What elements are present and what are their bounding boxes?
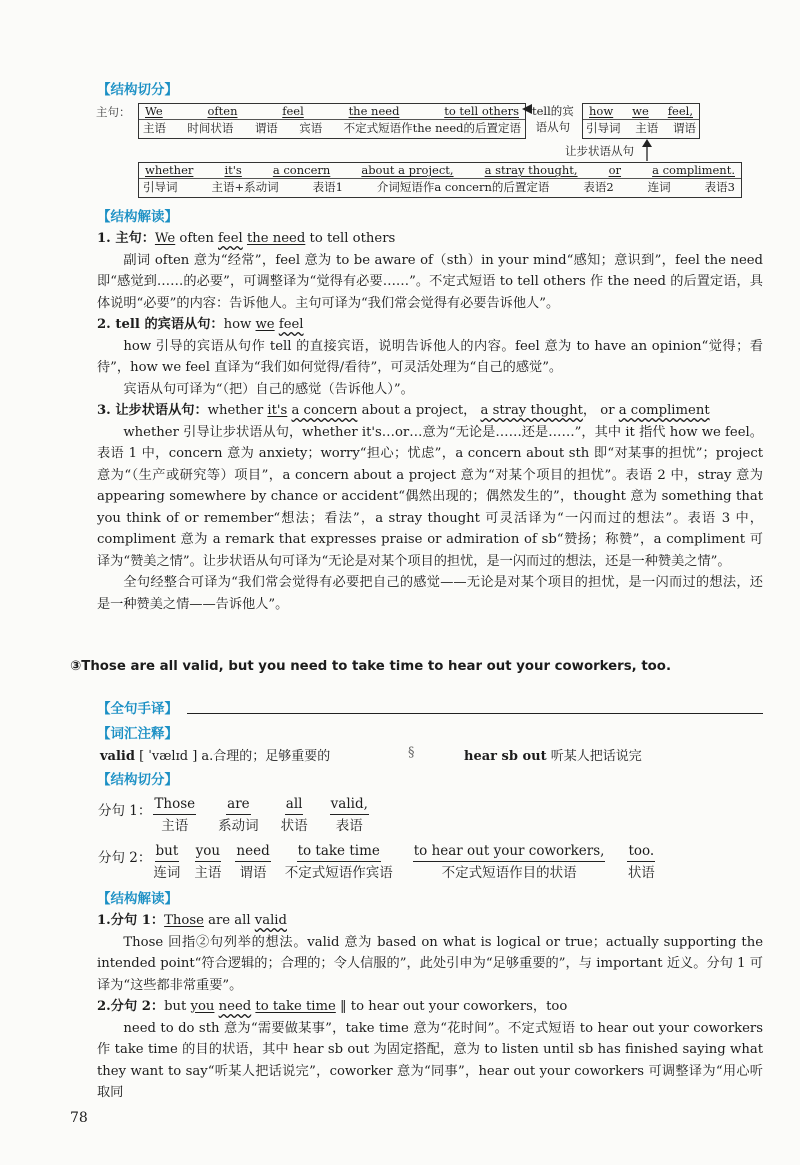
- conc-grammar: 表语2: [583, 180, 614, 194]
- analysis-3-word: or: [600, 403, 615, 418]
- analysis-3-text: whether 引导让步状语从句，whether it's…or…意为“无论是……还是……”，其中 it 指代 how we feel。表语 1 中，concern 意为 anxiety；worry“担心；忧虑”，a concern about sth 即“对某事的担忧”；project 意为“（生产或研究等）项目”，a concern about a project 意为“对某个项目的担忧”。表语 2 中，stray 意为 appearing somewhere by chance or accident“偶然出现的；偶然发生的”，thought 意为 something that you think of or remember“想法；看法”，a stray thought 可灵活译为“一闪而过的想法”。表语 3 中，compliment 意为 a remark that expresses praise or admiration of sb“赞扬；称赞”，a compliment 可译为“赞美之情”。让步状语从句可译为“无论是对某个项目的担忧，是一闪而过的想法，还是一种赞美之情”。: [97, 424, 763, 569]
- part-grammar: 状语: [280, 818, 308, 834]
- main-word: We: [145, 104, 163, 118]
- full-translation-text: 全句经整合可译为“我们常会觉得有必要把自己的感觉——无论是对某个项目的担忧，是一闪而过的想法，还是一种赞美之情——告诉他人”。: [97, 575, 763, 612]
- object-clause-box: [582, 103, 700, 139]
- conc-grammar: 表语3: [704, 180, 735, 194]
- vocab-word: hear sb out: [464, 749, 547, 764]
- conc-grammar: 连词: [647, 180, 671, 194]
- clause-2-analysis-word: ‖ to hear out your coworkers，too: [335, 999, 568, 1014]
- main-grammar: 不定式短语作the need的后置定语: [343, 121, 521, 135]
- vocab-separator-icon: §: [408, 745, 415, 760]
- analysis-1-word: We: [154, 231, 176, 246]
- obj-word: feel,: [667, 104, 693, 118]
- analysis-2-heading: [97, 314, 763, 336]
- analysis-block-1: [97, 228, 763, 615]
- vocab-definition: 听某人把话说完: [550, 749, 642, 764]
- clause-1-part: [218, 795, 259, 837]
- main-clause-label: 主句：: [96, 105, 131, 119]
- translate-heading: 【全句手译】: [97, 701, 178, 717]
- conc-grammar: 主语+系动词: [211, 180, 279, 194]
- analysis-1-number: 1. 主句：: [97, 231, 155, 246]
- clause-1-analysis-word: are all: [203, 913, 255, 928]
- clause-2-split: [98, 842, 673, 884]
- part-word: you: [195, 842, 221, 862]
- clause-1-split: [98, 795, 387, 837]
- obj-grammar: 主语: [635, 121, 659, 135]
- clause-2-part: [235, 842, 270, 884]
- analysis-3-word: it's: [267, 403, 288, 418]
- conc-word: whether: [145, 163, 194, 177]
- part-word: Those: [153, 795, 196, 815]
- vocab-heading: 【词汇注释】: [97, 726, 178, 742]
- clause-2-analysis-number: 2.分句 2：: [97, 999, 165, 1014]
- analysis-3-word: a stray thought: [480, 403, 583, 418]
- analysis-2-summary: 宾语从句可译为“（把）自己的感觉（告诉他人）”。: [123, 381, 414, 397]
- part-word: valid,: [330, 795, 369, 815]
- struct-analysis-heading-1: 【结构解读】: [97, 209, 178, 225]
- part-word: but: [155, 842, 180, 862]
- clause-1-analysis-heading: [97, 910, 763, 932]
- part-word: all: [285, 795, 304, 815]
- struct-split-heading-1: 【结构切分】: [97, 82, 178, 98]
- analysis-3-number: 3. 让步状语从句：: [97, 403, 208, 418]
- translation-write-line[interactable]: [187, 713, 763, 714]
- analysis-3-word: whether: [207, 403, 264, 418]
- main-grammar: 谓语: [254, 121, 278, 135]
- object-clause-grammar: [583, 119, 699, 136]
- clause-1-part: [281, 795, 308, 837]
- object-clause-label-line: 语从句: [535, 120, 571, 134]
- clause-2-analysis-text: need to do sth 意为“需要做某事”，take time 意为“花时间”。不定式短语 to hear out your coworkers 作 take time 的目的状语，其中 hear sb out 为固定搭配，意为 to listen until sb has finished saying what they want to say“听某人把话说完”，coworker 意为“同事”，hear out your coworkers 可调整译为“用心听取同: [97, 1020, 763, 1100]
- clause-2-part: [285, 842, 393, 884]
- object-clause-label-line: tell的宾: [532, 104, 574, 118]
- analysis-1-word: the need: [246, 231, 306, 246]
- clause-2-part: [627, 842, 655, 884]
- conc-word: about a project,: [361, 163, 454, 177]
- conc-word: a compliment.: [652, 163, 735, 177]
- analysis-2-text: how 引导的宾语从句作 tell 的直接宾语，说明告诉他人的内容。feel 意为 to have an opinion“觉得；看待”，how we feel 直译为“我们如何觉得/看待”，可灵活处理为“自己的感觉”。: [97, 338, 763, 375]
- clause-2-analysis-word: need: [218, 999, 252, 1014]
- main-word: feel: [282, 104, 304, 118]
- analysis-3-word: about a project: [361, 403, 464, 418]
- analysis-2-number: 2. tell 的宾语从句：: [97, 317, 224, 332]
- conc-word: a concern: [272, 163, 331, 177]
- main-grammar: 宾语: [299, 121, 323, 135]
- part-grammar: 系动词: [218, 818, 259, 834]
- part-word: to take time: [297, 842, 381, 862]
- clause-1-part: [330, 795, 369, 837]
- object-clause-label: [532, 103, 574, 135]
- conc-word: it's: [224, 163, 242, 177]
- analysis-3-word: a compliment: [618, 403, 710, 418]
- clause-2-part: [194, 842, 221, 884]
- vocab-entry-1: [100, 745, 330, 764]
- clause-2-analysis-heading: [97, 996, 763, 1018]
- conc-grammar: 介词短语作a concern的后置定语: [376, 180, 550, 194]
- conc-word: a stray thought,: [484, 163, 578, 177]
- analysis-2-word: how: [223, 317, 252, 332]
- part-word: are: [226, 795, 251, 815]
- clause-1-part: [153, 795, 196, 837]
- concession-clause-label: 让步状语从句: [565, 144, 634, 158]
- clause-2-analysis-word: you: [190, 999, 215, 1014]
- part-grammar: 连词: [153, 865, 181, 881]
- page-number: 78: [70, 1110, 88, 1126]
- clause-1-analysis-text: Those 回指②句列举的想法。valid 意为 based on what is logical or true；actually supporting the intended point“符合逻辑的；合理的；令人信服的”，此处引申为“足够重要的”，与 important 近义。分句 1 可译为“这些都非常重要”。: [97, 934, 763, 993]
- analysis-1-text: 副词 often 意为“经常”，feel 意为 to be aware of（sth）in your mind“感知；意识到”，feel the need 即“感觉到……的必要”，可调整译为“觉得有必要……”。不定式短语 to tell others 作 the need 的后置定语，具体说明“必要”的内容：告诉他人。主句可译为“我们常会觉得有必要告诉他人”。: [97, 252, 763, 311]
- conc-grammar: 表语1: [312, 180, 343, 194]
- clause-2-part: [153, 842, 180, 884]
- concession-clause-box: [138, 162, 742, 198]
- clause-1-label: 分句 1：: [98, 803, 152, 819]
- main-grammar: 时间状语: [187, 121, 234, 135]
- part-word: to hear out your coworkers,: [413, 842, 606, 862]
- main-clause-words: [139, 104, 525, 119]
- vocab-entry-2: [464, 745, 642, 764]
- part-grammar: 状语: [627, 865, 655, 881]
- sentence-3: ③Those are all valid, but you need to take time to hear out your coworkers, too.: [70, 659, 671, 674]
- analysis-3-word: a concern: [291, 403, 358, 418]
- analysis-1-word: to tell others: [309, 231, 396, 246]
- analysis-2-word: we: [255, 317, 275, 332]
- part-word: too.: [627, 842, 655, 862]
- vocab-word: valid: [100, 749, 135, 764]
- clause-1-analysis-word: Those: [164, 913, 204, 928]
- part-grammar: 表语: [335, 818, 363, 834]
- clause-2-part: [413, 842, 606, 884]
- conc-word: or: [608, 163, 622, 177]
- part-grammar: 不定式短语作宾语: [284, 865, 393, 881]
- main-word: to tell others: [444, 104, 519, 118]
- part-grammar: 主语: [161, 818, 189, 834]
- main-word: often: [207, 104, 238, 118]
- object-clause-words: [583, 104, 699, 119]
- analysis-1-word: feel: [218, 231, 243, 246]
- struct-split-heading-2: 【结构切分】: [97, 772, 178, 788]
- clause-1-analysis-word: valid: [254, 913, 287, 928]
- clause-1-analysis-number: 1.分句 1：: [97, 913, 165, 928]
- main-grammar: 主语: [143, 121, 166, 135]
- conc-grammar: 引导词: [143, 180, 178, 194]
- main-word: the need: [348, 104, 400, 118]
- concession-clause-grammar: [139, 178, 741, 195]
- obj-word: we: [632, 104, 649, 118]
- vocab-definition: [ ˈvælɪd ] a.合理的；足够重要的: [139, 749, 331, 764]
- analysis-block-2: [97, 910, 763, 1104]
- part-grammar: 主语: [194, 865, 222, 881]
- part-grammar: 不定式短语作目的状语: [441, 865, 577, 881]
- part-grammar: 谓语: [239, 865, 267, 881]
- analysis-1-heading: [97, 228, 763, 250]
- part-word: need: [235, 842, 270, 862]
- main-clause-grammar: [139, 119, 525, 136]
- concession-clause-words: [139, 163, 741, 178]
- obj-word: how: [589, 104, 614, 118]
- analysis-1-word: often: [179, 231, 214, 246]
- main-clause-box: [138, 103, 526, 139]
- clause-2-label: 分句 2：: [98, 850, 152, 866]
- clause-2-analysis-word: to take time: [255, 999, 336, 1014]
- clause-2-analysis-word: but: [164, 999, 191, 1014]
- obj-grammar: 谓语: [673, 121, 696, 135]
- analysis-3-heading: 3. 让步状语从句：whether it's a concern about a project， a stray thought， or a compliment: [97, 403, 710, 418]
- analysis-2-word: feel: [278, 317, 304, 332]
- struct-analysis-heading-2: 【结构解读】: [97, 891, 178, 907]
- arrow-up-icon: [641, 138, 653, 162]
- obj-grammar: 引导词: [586, 121, 621, 135]
